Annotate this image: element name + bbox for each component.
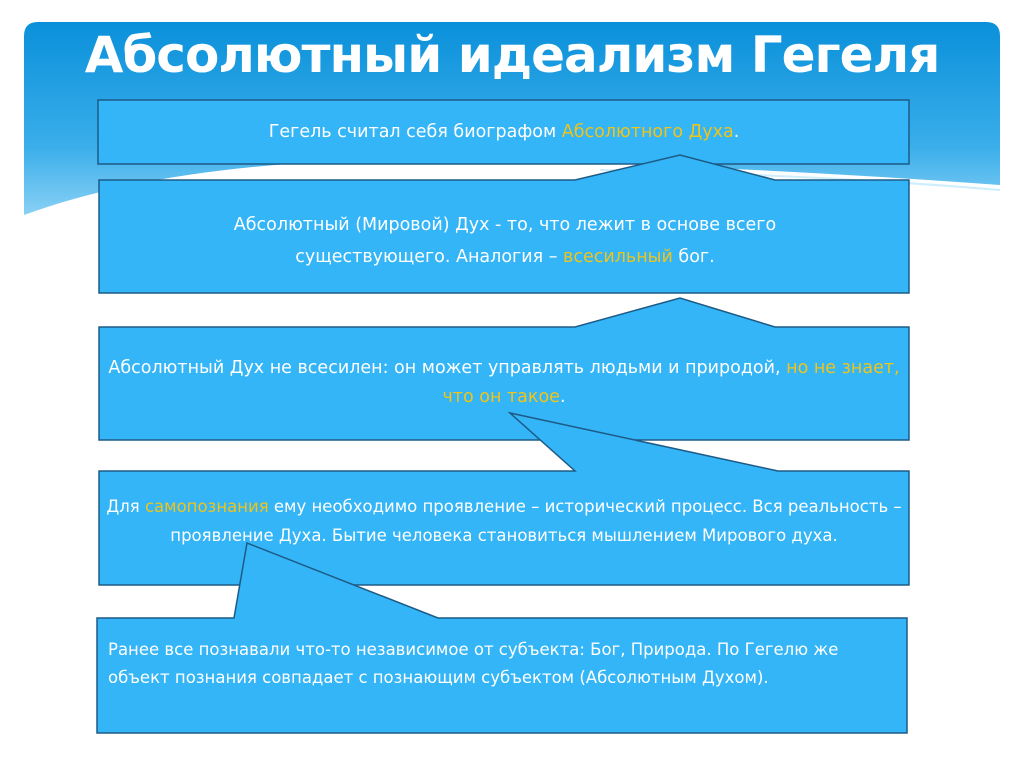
text: . (733, 122, 740, 142)
box-4-text (104, 492, 904, 550)
text: Абсолютный (Мировой) Дух - то, что лежит в основе всего существующего. Аналогия – (233, 215, 777, 267)
box-2-text (170, 209, 840, 273)
text: Для (106, 497, 145, 516)
text: . (559, 387, 566, 407)
highlight-text: всесильный (563, 247, 673, 267)
text: Ранее все познавали что-то независимое от субъекта: Бог, Природа. По Гегелю же объект познания совпадает с познающим субъектом (Абсолютным Духом). (108, 640, 839, 687)
highlight-text: но не знает, что он такое (442, 358, 900, 407)
box-1-text (100, 118, 908, 147)
box-5-text (108, 636, 904, 692)
highlight-text: Абсолютного Духа (561, 122, 734, 142)
highlight-text: самопознания (144, 497, 269, 516)
page-title: Абсолютный идеализм Гегеля (84, 26, 940, 84)
box-3-text (105, 354, 903, 412)
text: ему необходимо проявление – исторический процесс. Вся реальность – проявление Духа. Бытие человека становиться мышлением Мирового духа. (170, 497, 902, 545)
text: Гегель считал себя биографом (268, 122, 562, 142)
text: бог. (672, 247, 715, 267)
text: Абсолютный Дух не всесилен: он может управлять людьми и природой, (108, 358, 787, 378)
